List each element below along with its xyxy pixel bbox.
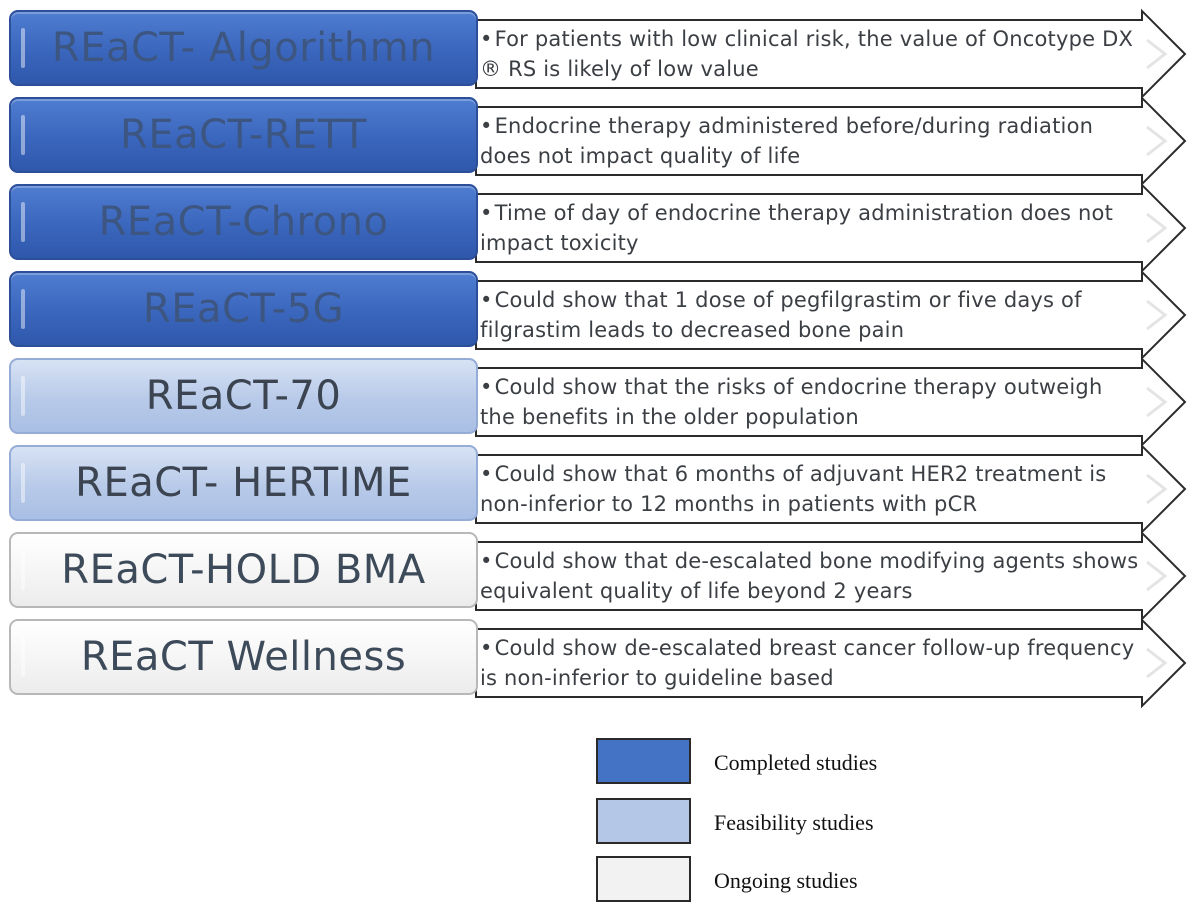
study-title: REaCT-Chrono [98,199,389,245]
study-row [0,619,1194,699]
study-description-text: Endocrine therapy administered before/during radiation does not impact quality of life [480,114,1094,168]
study-title: REaCT-5G [142,286,345,332]
study-description-text: Could show that the risks of endocrine therapy outweigh the benefits in the older population [480,375,1103,429]
study-title-box [9,184,478,260]
study-row [0,97,1194,177]
study-title-box [9,10,478,86]
study-title-box [9,532,478,608]
box-highlight [21,637,25,677]
box-highlight [21,202,25,242]
study-description [480,633,1140,693]
study-description-text: Could show that 1 dose of pegfilgrastim or five days of filgrastim leads to decreased bone pain [480,288,1082,342]
study-title-box [9,619,478,695]
study-title-box [9,445,478,521]
study-row [0,358,1194,438]
bullet: • [480,462,493,486]
legend-swatch-feasibility [596,798,691,844]
bullet: • [480,114,493,138]
legend-label-feasibility: Feasibility studies [714,810,874,835]
study-description [480,24,1140,84]
study-description-text: Could show that 6 months of adjuvant HER2 treatment is non-inferior to 12 months in patients with pCR [480,462,1107,516]
box-highlight [21,376,25,416]
study-description-text: Could show de-escalated breast cancer follow-up frequency is non-inferior to guideline based [480,636,1135,690]
legend-item-completed [596,738,996,786]
bullet: • [480,375,493,399]
study-description [480,285,1140,345]
study-description-text: Could show that de-escalated bone modifying agents shows equivalent quality of life beyond 2 years [480,549,1139,603]
study-title: REaCT- HERTIME [75,460,412,506]
study-row [0,184,1194,264]
study-title: REaCT-HOLD BMA [61,547,426,593]
legend-label-completed: Completed studies [714,750,878,775]
study-description [480,372,1140,432]
bullet: • [480,636,493,660]
box-highlight [21,463,25,503]
legend [596,738,996,908]
study-description [480,459,1140,519]
study-row [0,271,1194,351]
box-highlight [21,289,25,329]
study-title: REaCT Wellness [80,634,407,680]
legend-swatch-completed [596,738,691,784]
study-title-box [9,97,478,173]
study-title: REaCT-70 [145,373,342,419]
box-highlight [21,115,25,155]
legend-item-ongoing [596,856,996,904]
study-description-text: Time of day of endocrine therapy administration does not impact toxicity [480,201,1114,255]
study-description [480,546,1140,606]
legend-swatch-ongoing [596,856,691,902]
study-title: REaCT-RETT [120,112,367,158]
legend-label-ongoing: Ongoing studies [714,868,858,893]
bullet: • [480,201,493,225]
bullet: • [480,27,493,51]
study-row [0,532,1194,612]
study-row [0,445,1194,525]
study-description [480,198,1140,258]
bullet: • [480,288,493,312]
bullet: • [480,549,493,573]
study-description-text: For patients with low clinical risk, the value of Oncotype DX ® RS is likely of low value [480,27,1134,81]
study-description [480,111,1140,171]
box-highlight [21,550,25,590]
study-row [0,10,1194,90]
legend-item-feasibility [596,798,996,846]
box-highlight [21,28,25,68]
study-title-box [9,271,478,347]
study-title-box [9,358,478,434]
study-title: REaCT- Algorithmn [51,25,436,71]
